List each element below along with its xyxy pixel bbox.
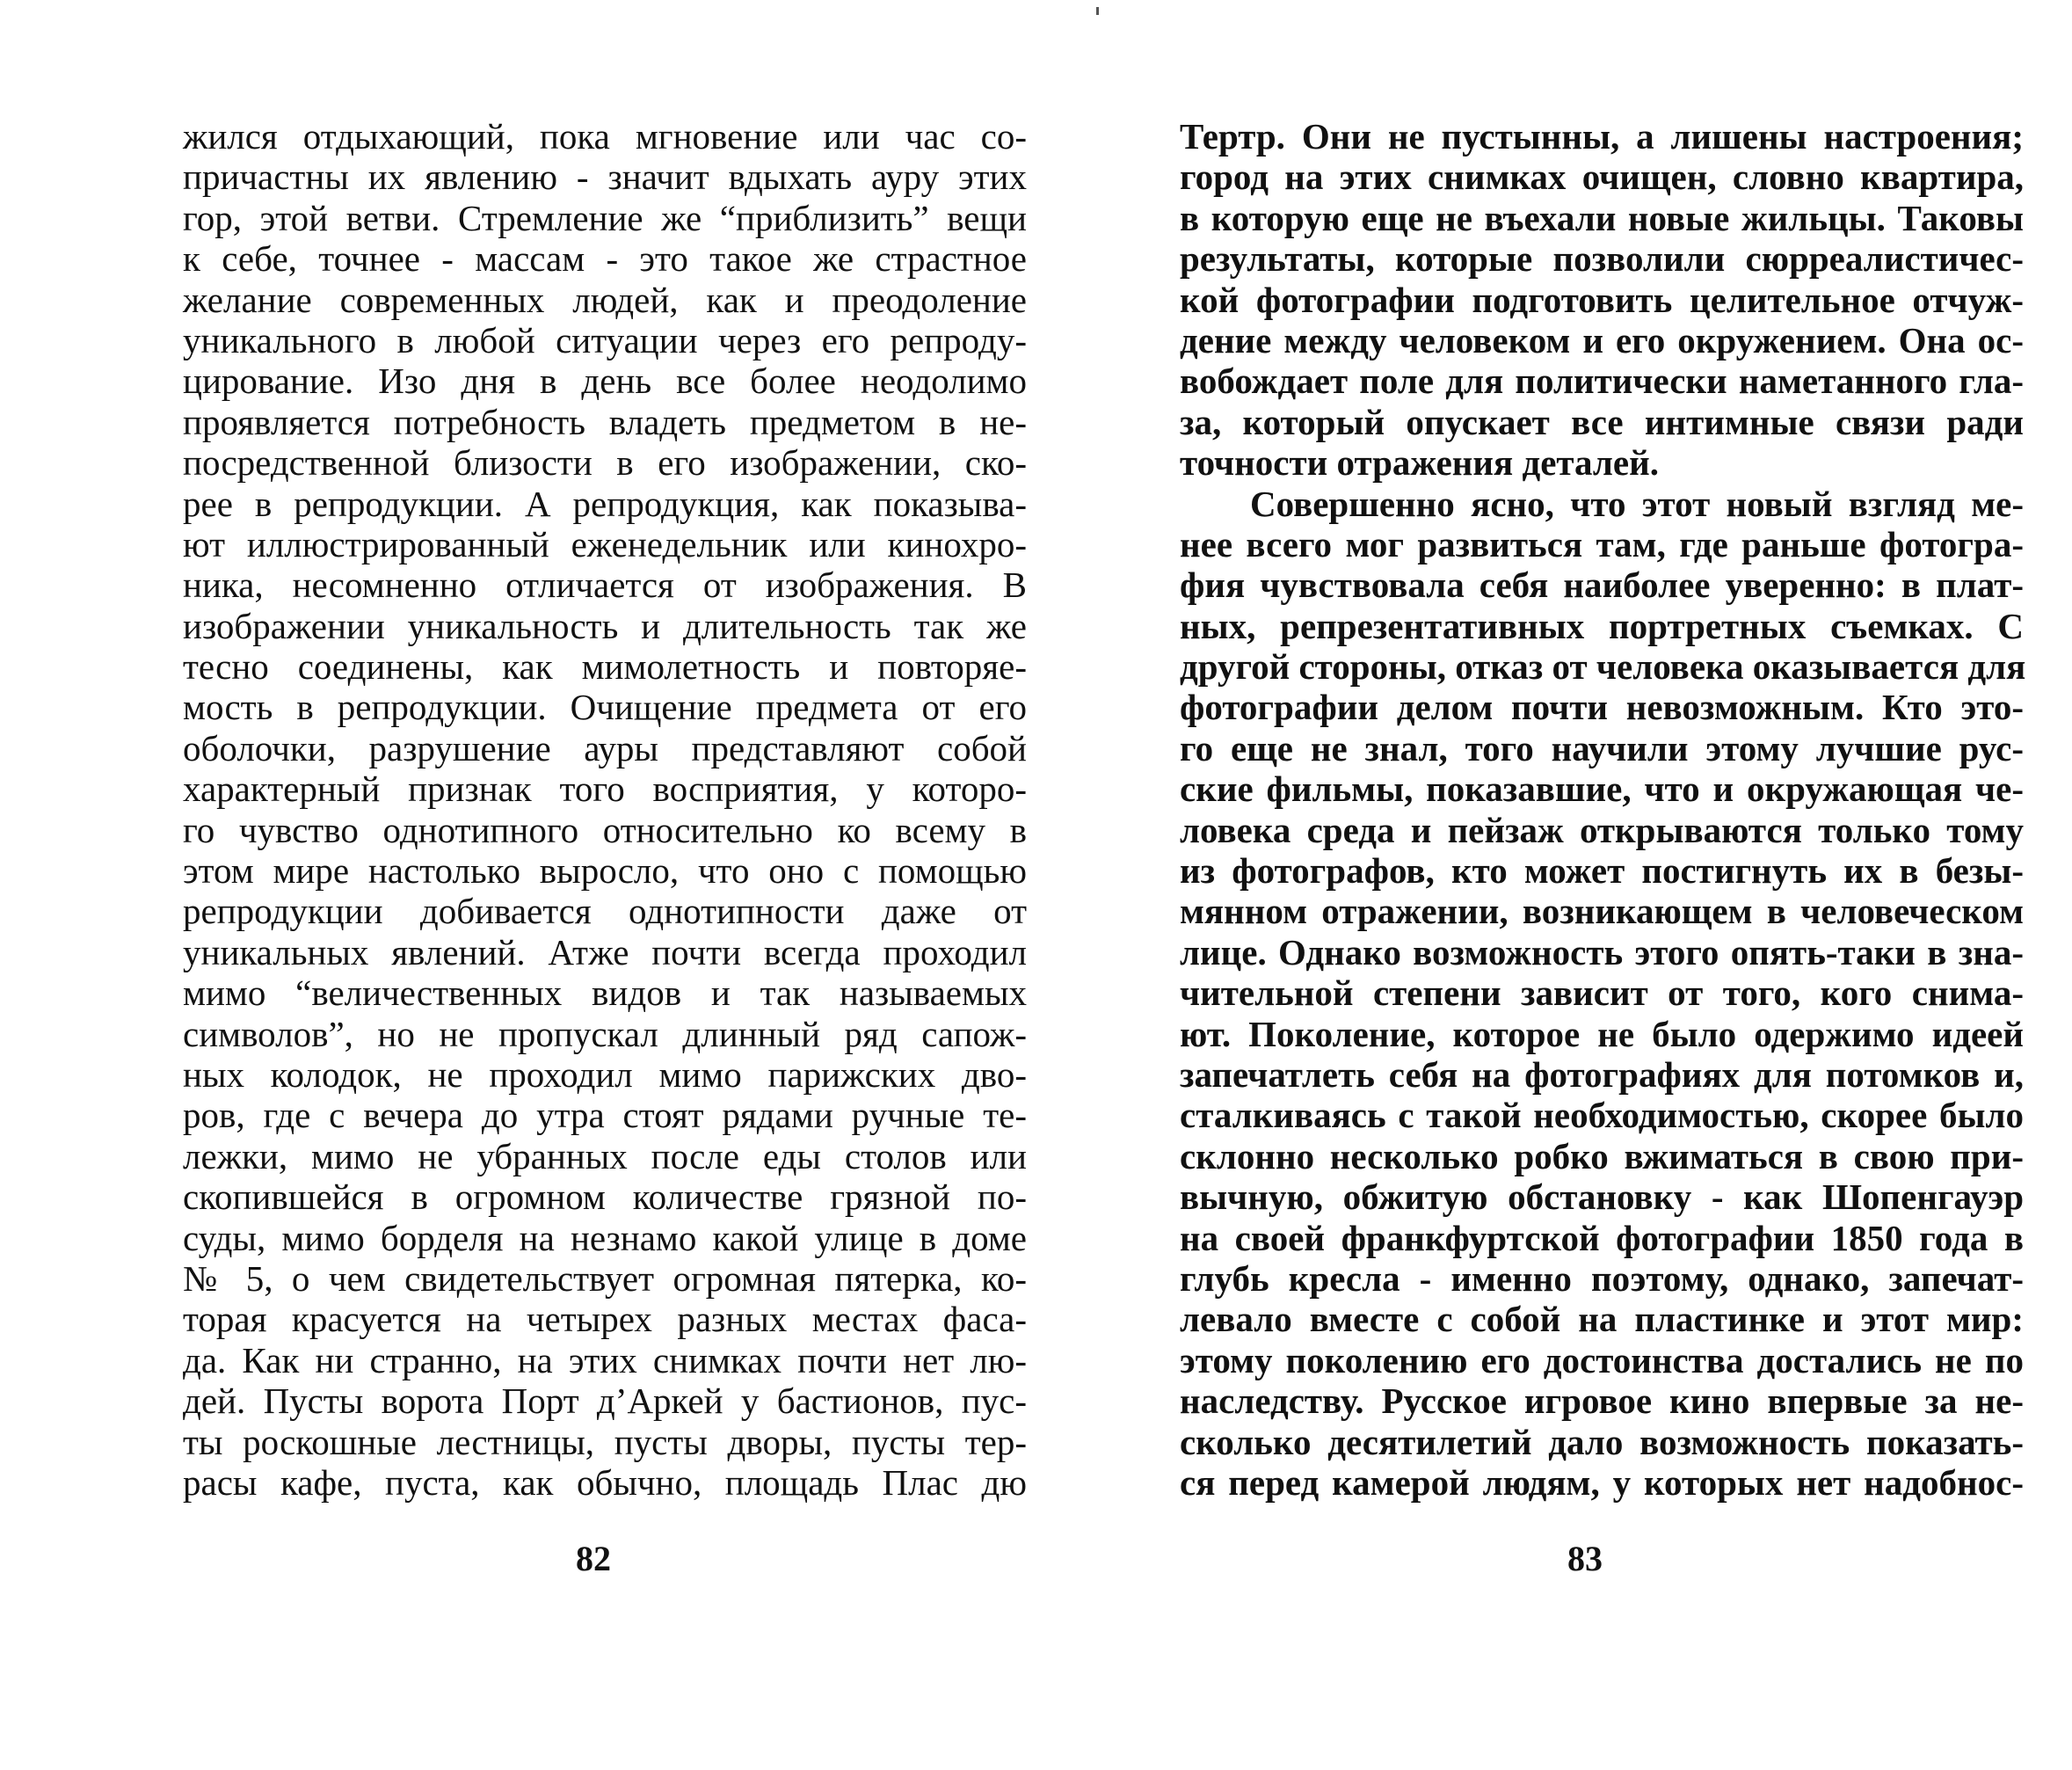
text-line: репродукции добивается однотипности даже от — [183, 891, 1027, 932]
text-line: гор, этой ветви. Стремление же “приблизить” вещи — [183, 197, 1027, 238]
text-line: суды, мимо борделя на незнамо какой улице в доме — [183, 1217, 1027, 1258]
text-line: этому поколению его достоинства достались не по — [1180, 1339, 2024, 1380]
text-line: да. Как ни странно, на этих снимках почти нет лю- — [183, 1339, 1027, 1380]
text-line: дей. Пусты ворота Порт д’Аркей у бастионов, пус- — [183, 1380, 1027, 1422]
text-line: кой фотографии подготовить целительное отчуж- — [1180, 279, 2024, 320]
text-line: характерный признак того восприятия, у которо- — [183, 768, 1027, 810]
text-line: город на этих снимках очищен, словно квартира, — [1180, 157, 2024, 198]
text-line: фия чувствовала себя наиболее уверенно: в плат- — [1180, 565, 2024, 606]
text-line: мимо “величественных видов и так называемых — [183, 972, 1027, 1014]
text-line: этом мире настолько выросло, что оно с помощью — [183, 850, 1027, 892]
text-line: го чувство однотипного относительно ко всему в — [183, 809, 1027, 850]
text-line: ных, репрезентативных портретных съемках. С — [1180, 605, 2024, 646]
text-line: ров, где с вечера до утра стоят рядами ручные те- — [183, 1095, 1027, 1136]
text-line: левало вместе с собой на пластинке и этот мир: — [1180, 1299, 2024, 1340]
text-line: уникального в любой ситуации через его репроду- — [183, 319, 1027, 361]
left-page-text — [183, 116, 1027, 1503]
text-line: рее в репродукции. А репродукция, как показыва- — [183, 483, 1027, 524]
text-line: № 5, о чем свидетельствует огромная пятерка, ко- — [183, 1257, 1027, 1299]
text-line: нее всего мог развиться там, где раньше фотогра- — [1180, 523, 2024, 565]
text-line: к себе, точнее - массам - это такое же страстное — [183, 238, 1027, 280]
text-line: склонно несколько робко вжиматься в свою при- — [1180, 1135, 2024, 1176]
text-line: цирование. Изо дня в день все более неодолимо — [183, 361, 1027, 402]
text-line: запечатлеть себя на фотографиях для потомков и, — [1180, 1053, 2024, 1095]
text-line: сталкиваясь с такой необходимостью, скорее было — [1180, 1095, 2024, 1136]
text-line: расы кафе, пуста, как обычно, площадь Плас дю — [183, 1461, 1027, 1503]
scan-speck — [1096, 7, 1099, 15]
text-line: скопившейся в огромном количестве грязной по- — [183, 1176, 1027, 1218]
page-number-right: 83 — [1567, 1539, 1603, 1578]
text-line: ных колодок, не проходил мимо парижских дво- — [183, 1053, 1027, 1095]
text-line: мость в репродукции. Очищение предмета от его — [183, 687, 1027, 728]
text-line: глубь кресла - именно поэтому, однако, запечат- — [1180, 1257, 2024, 1299]
text-line: Тертр. Они не пустынны, а лишены настроения; — [1180, 116, 2024, 157]
text-line: ты роскошные лестницы, пусты дворы, пусты тер- — [183, 1421, 1027, 1462]
paragraph-start-line: Совершенно ясно, что этот новый взгляд ме- — [1250, 483, 2024, 524]
text-line: в которую еще не въехали новые жильцы. Таковы — [1180, 197, 2024, 238]
page-number-left: 82 — [576, 1539, 611, 1578]
text-line: ника, несомненно отличается от изображения. В — [183, 565, 1027, 606]
text-line: посредственной близости в его изображении, ско- — [183, 442, 1027, 484]
text-line: из фотографов, кто может постигнуть их в безы- — [1180, 850, 2024, 892]
text-line: ют. Поколение, которое не было одержимо идеей — [1180, 1013, 2024, 1054]
text-line: точности отражения деталей. — [1180, 442, 1659, 484]
text-line: оболочки, разрушение ауры представляют собой — [183, 727, 1027, 768]
text-line: уникальных явлений. Атже почти всегда проходил — [183, 931, 1027, 972]
text-line: ют иллюстрированный еженедельник или кинохро- — [183, 523, 1027, 565]
text-line: жился отдыхающий, пока мгновение или час со- — [183, 116, 1027, 157]
text-line: ловека среда и пейзаж открываются только тому — [1180, 809, 2024, 850]
text-line: изображении уникальность и длительность так же — [183, 605, 1027, 646]
text-line: чительной степени зависит от того, кого снима- — [1180, 972, 2024, 1014]
text-line: ся перед камерой людям, у которых нет надобнос- — [1180, 1461, 2024, 1503]
text-line: символов”, но не пропускал длинный ряд сапож- — [183, 1013, 1027, 1054]
text-line: лежки, мимо не убранных после еды столов или — [183, 1135, 1027, 1176]
text-line: дение между человеком и его окружением. Она ос- — [1180, 319, 2024, 361]
text-line: тесно соединены, как мимолетность и повторяе- — [183, 646, 1027, 688]
text-line: за, который опускает все интимные связи ради — [1180, 401, 2024, 442]
text-line: желание современных людей, как и преодоление — [183, 279, 1027, 320]
text-line: на своей франкфуртской фотографии 1850 года в — [1180, 1217, 2024, 1258]
text-line: проявляется потребность владеть предметом в не- — [183, 401, 1027, 442]
text-line: вычную, обжитую обстановку - как Шопенгауэр — [1180, 1176, 2024, 1218]
text-line: ские фильмы, показавшие, что и окружающая че- — [1180, 768, 2024, 810]
text-line: мянном отражении, возникающем в человеческом — [1180, 891, 2024, 932]
text-line: результаты, которые позволили сюрреалистичес- — [1180, 238, 2024, 280]
text-line: причастны их явлению - значит вдыхать ауру этих — [183, 157, 1027, 198]
text-line: лице. Однако возможность этого опять-таки в зна- — [1180, 931, 2024, 972]
text-line: вобождает поле для политически наметанного гла- — [1180, 361, 2024, 402]
text-line: наследству. Русское игровое кино впервые за не- — [1180, 1380, 2024, 1422]
text-line: другой стороны, отказ от человека оказывается для — [1180, 646, 2026, 688]
right-page-text — [1180, 116, 2024, 1503]
text-line: фотографии делом почти невозможным. Кто это- — [1180, 687, 2024, 728]
text-line: торая красуется на четырех разных местах фаса- — [183, 1299, 1027, 1340]
text-line: сколько десятилетий дало возможность показать- — [1180, 1421, 2024, 1462]
text-line: го еще не знал, того научили этому лучшие рус- — [1180, 727, 2024, 768]
